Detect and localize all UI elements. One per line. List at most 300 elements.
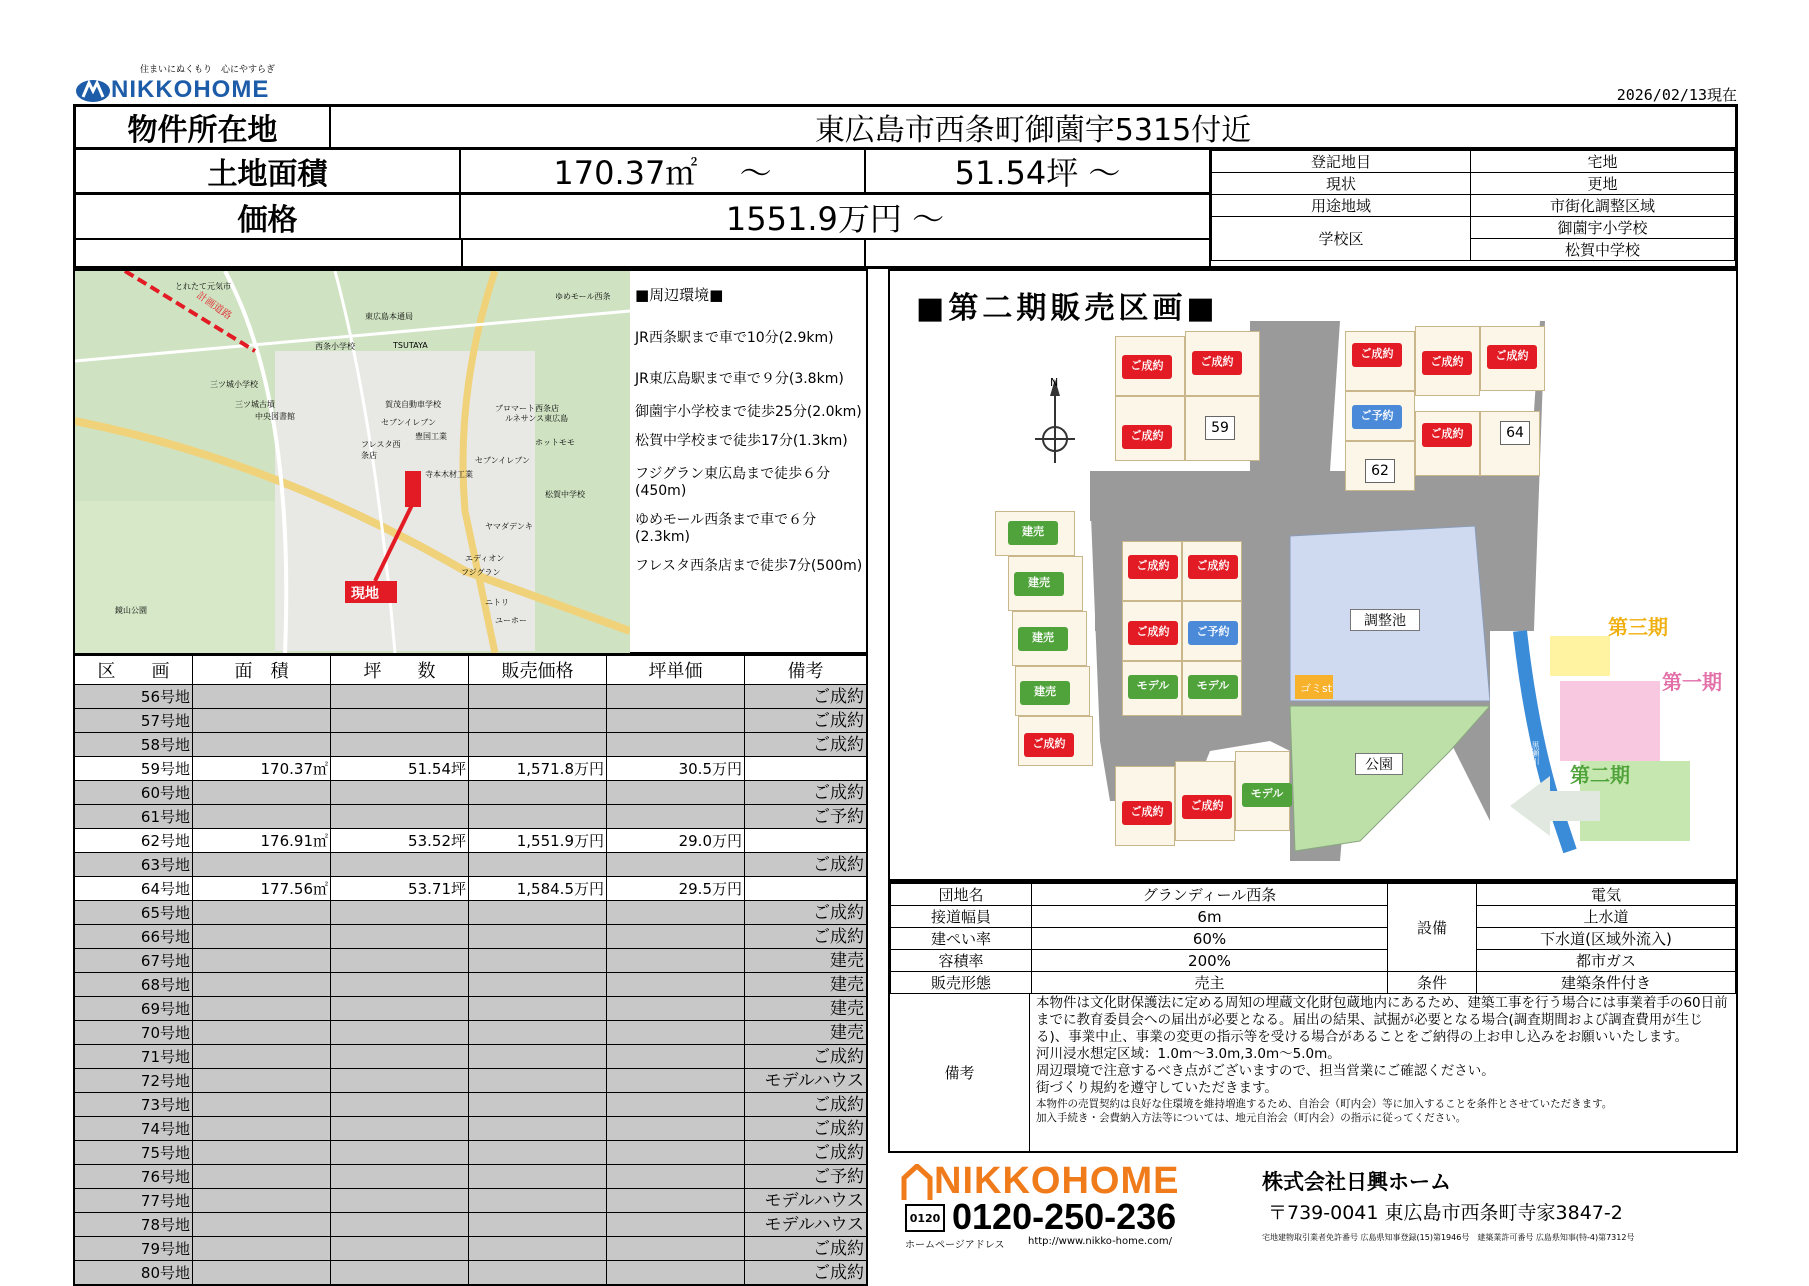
note-cell: ご成約 — [745, 733, 868, 757]
map-place: フレスタ西条店 — [361, 440, 401, 460]
price-cell — [469, 997, 607, 1021]
area-cell — [193, 1141, 331, 1165]
lot-status-tag: 建売 — [1008, 521, 1058, 545]
lot-cell: 78号地 — [74, 1213, 193, 1237]
lot-header: 面 積 — [193, 655, 331, 685]
map-place: エディオン — [465, 554, 505, 563]
spec-label: 販売形態 — [891, 972, 1032, 994]
land-info-value: 更地 — [1471, 173, 1735, 195]
area-cell — [193, 1165, 331, 1189]
price-cell — [469, 1189, 607, 1213]
lot-cell: 69号地 — [74, 997, 193, 1021]
park-label: 公園 — [1355, 753, 1403, 775]
lot-row — [74, 1069, 867, 1093]
garbage-label: ゴミst — [1300, 682, 1333, 695]
tsubo-cell — [331, 1117, 469, 1141]
land-info-value: 宅地 — [1471, 151, 1735, 173]
note-cell: 建売 — [745, 973, 868, 997]
lot-row — [74, 1141, 867, 1165]
lot-status-tag: ご成約 — [1128, 621, 1178, 645]
lot-cell: 79号地 — [74, 1237, 193, 1261]
tsubo-cell — [331, 1069, 469, 1093]
spec-value: グランディール西条 — [1032, 884, 1388, 906]
tsubo-cell — [331, 925, 469, 949]
tsubo-cell — [331, 853, 469, 877]
unit-cell — [607, 973, 745, 997]
lot-header: 備考 — [745, 655, 868, 685]
price-value: 1551.9万円 ～ — [461, 195, 1211, 240]
note-cell: 建売 — [745, 997, 868, 1021]
note-cell: ご成約 — [745, 709, 868, 733]
logo-mark-icon — [75, 77, 111, 103]
map-place: 三ツ城古墳 — [235, 400, 275, 409]
remark-small: 本物件の売買契約は良好な住環境を維持増進するため、自治会（町内会）等に加入することを条件とさせていただきます。 — [1036, 1098, 1613, 1110]
lot-status-tag: 建売 — [1018, 627, 1068, 651]
area-cell — [193, 901, 331, 925]
phase2-label: 第二期 — [1570, 763, 1630, 787]
facilities-label: 設備 — [1388, 884, 1477, 972]
summary-block — [73, 104, 1738, 269]
footer-license: 宅地建物取引業者免許番号 広島県知事登録(15)第1946号 建築業許可番号 広島県知事(特-4)第7312号 — [1262, 1233, 1635, 1242]
price-cell — [469, 1021, 607, 1045]
lot-cell: 68号地 — [74, 973, 193, 997]
unit-cell — [607, 997, 745, 1021]
area-tsubo: 51.54坪 ～ — [866, 150, 1211, 195]
area-cell — [193, 781, 331, 805]
map-place: 豊国工業 — [415, 432, 447, 441]
area-cell: 177.56㎡ — [193, 877, 331, 901]
price-cell — [469, 1213, 607, 1237]
unit-cell — [607, 781, 745, 805]
lot-status-tag: モデル — [1128, 675, 1178, 699]
tsubo-cell — [331, 997, 469, 1021]
price-cell — [469, 853, 607, 877]
unit-cell — [607, 805, 745, 829]
lot-status-tag: モデル — [1188, 675, 1238, 699]
unit-cell — [607, 1069, 745, 1093]
price-cell — [469, 1117, 607, 1141]
school-elementary: 御薗宇小学校 — [1471, 217, 1735, 239]
environment-panel — [635, 287, 865, 587]
lot-row — [74, 829, 867, 853]
unit-cell — [607, 949, 745, 973]
area-cell — [193, 733, 331, 757]
lot-row — [74, 997, 867, 1021]
unit-cell — [607, 1189, 745, 1213]
land-info-table — [1211, 150, 1735, 261]
summary-empty-mid — [461, 240, 866, 266]
land-info-value: 市街化調整区域 — [1471, 195, 1735, 217]
remark-small: 加入手続き・会費納入方法等については、地元自治会（町内会）の指示に従ってください。 — [1036, 1112, 1467, 1124]
lot-row — [74, 1237, 867, 1261]
tsubo-cell — [331, 1165, 469, 1189]
lot-table — [73, 654, 868, 1286]
phase1-label: 第一期 — [1662, 670, 1722, 694]
map-place: ユーホー — [495, 616, 527, 625]
lot-status-tag: ご成約 — [1192, 351, 1242, 375]
lot-cell: 73号地 — [74, 1093, 193, 1117]
note-cell: ご成約 — [745, 853, 868, 877]
note-cell: ご成約 — [745, 901, 868, 925]
lot-cell: 60号地 — [74, 781, 193, 805]
environment-item: 松賀中学校まで徒歩17分(1.3km) — [635, 433, 848, 449]
lot-row — [74, 949, 867, 973]
lot-header: 坪単価 — [607, 655, 745, 685]
spec-value: 売主 — [1032, 972, 1388, 994]
map-place: ルネサンス東広島 — [505, 414, 569, 423]
lot-cell: 70号地 — [74, 1021, 193, 1045]
condition-label: 条件 — [1388, 972, 1477, 994]
lot-row — [74, 1117, 867, 1141]
price-cell: 1,571.8万円 — [469, 757, 607, 781]
area-cell: 170.37㎡ — [193, 757, 331, 781]
unit-cell — [607, 733, 745, 757]
location-value: 東広島市西条町御薗宇5315付近 — [331, 107, 1735, 150]
unit-cell: 29.5万円 — [607, 877, 745, 901]
school-label: 学校区 — [1212, 217, 1471, 261]
remark-line: 河川浸水想定区域：1.0m～3.0m,3.0m～5.0m。 — [1036, 1046, 1341, 1062]
freedial-icon: 0120 — [905, 1204, 945, 1232]
map-place: 中央図書館 — [255, 412, 295, 421]
unit-cell — [607, 1141, 745, 1165]
phase3-label: 第三期 — [1608, 615, 1668, 639]
price-cell — [469, 925, 607, 949]
footer-url[interactable]: http://www.nikko-home.com/ — [1028, 1236, 1172, 1247]
header-date: 2026/02/13現在 — [1616, 86, 1737, 104]
map-place: ヤマダデンキ — [485, 522, 533, 531]
site-plan — [888, 269, 1738, 881]
lot-status-tag: ご成約 — [1122, 425, 1172, 449]
area-cell — [193, 1069, 331, 1093]
lot-row — [74, 1021, 867, 1045]
footer-company: 株式会社日興ホーム — [1262, 1170, 1451, 1194]
note-cell: ご成約 — [745, 1045, 868, 1069]
price-cell — [469, 973, 607, 997]
note-cell: ご成約 — [745, 1261, 868, 1286]
lot-cell: 71号地 — [74, 1045, 193, 1069]
lot-row — [74, 709, 867, 733]
lot-row — [74, 1165, 867, 1189]
lot-row — [74, 973, 867, 997]
price-cell — [469, 1045, 607, 1069]
condition-value: 建築条件付き — [1477, 972, 1736, 994]
tsubo-cell — [331, 1141, 469, 1165]
map-place: ゆめモール西条 — [555, 292, 611, 301]
unit-cell — [607, 709, 745, 733]
environment-item: 御薗宇小学校まで徒歩25分(2.0km) — [635, 404, 862, 420]
map-place: 西条小学校 — [315, 342, 355, 351]
lot-status-tag: ご成約 — [1422, 351, 1472, 375]
lot-cell: 62号地 — [74, 829, 193, 853]
environment-item: フレスタ西条店まで徒歩7分(500m) — [635, 558, 863, 574]
unit-cell — [607, 1213, 745, 1237]
environment-item: ゆめモール西条まで車で６分(2.3km) — [635, 512, 817, 545]
lot-cell: 59号地 — [74, 757, 193, 781]
lot-status-tag: ご成約 — [1128, 555, 1178, 579]
lot-row — [74, 901, 867, 925]
lot-status-tag: 建売 — [1014, 572, 1064, 596]
unit-cell — [607, 685, 745, 709]
tsubo-cell — [331, 805, 469, 829]
tsubo-cell — [331, 973, 469, 997]
area-cell — [193, 805, 331, 829]
tsubo-cell: 53.52坪 — [331, 829, 469, 853]
school-junior: 松賀中学校 — [1471, 239, 1735, 261]
header-slogan: 住まいにぬくもり 心にやすらぎ — [140, 65, 276, 75]
spec-label: 容積率 — [891, 950, 1032, 972]
tsubo-cell — [331, 1237, 469, 1261]
lot-number-label: 64 — [1500, 421, 1530, 445]
lot-header: 区 画 — [74, 655, 193, 685]
lot-status-tag: ご成約 — [1024, 733, 1074, 757]
note-cell: 建売 — [745, 949, 868, 973]
spec-label: 接道幅員 — [891, 906, 1032, 928]
lot-status-tag: ご成約 — [1182, 795, 1232, 819]
lot-number-label: 59 — [1205, 416, 1235, 440]
land-info-label: 現状 — [1212, 173, 1471, 195]
footer-logo-mark-icon — [900, 1164, 934, 1200]
footer-phone[interactable]: 0120-250-236 — [952, 1196, 1177, 1237]
area-cell — [193, 1213, 331, 1237]
land-info-label: 用途地域 — [1212, 195, 1471, 217]
note-cell: ご成約 — [745, 925, 868, 949]
note-cell: 建売 — [745, 1021, 868, 1045]
unit-cell: 30.5万円 — [607, 757, 745, 781]
lot-header: 坪 数 — [331, 655, 469, 685]
lot-cell: 58号地 — [74, 733, 193, 757]
note-cell: ご成約 — [745, 1117, 868, 1141]
spec-label: 建ぺい率 — [891, 928, 1032, 950]
map-place: TSUTAYA — [393, 341, 428, 350]
spec-value: 200% — [1032, 950, 1388, 972]
map-place: セブンイレブン — [475, 456, 530, 465]
facility-item: 都市ガス — [1477, 950, 1736, 972]
remarks-label: 備考 — [890, 993, 1030, 1151]
area-cell — [193, 925, 331, 949]
price-cell — [469, 1261, 607, 1286]
unit-cell — [607, 1045, 745, 1069]
unit-cell — [607, 1261, 745, 1286]
land-info-label: 登記地目 — [1212, 151, 1471, 173]
map-place: 寺本木材工業 — [425, 470, 473, 479]
price-cell — [469, 805, 607, 829]
lot-row — [74, 805, 867, 829]
environment-item: JR西条駅まで車で10分(2.9km) — [635, 330, 834, 346]
lot-cell: 67号地 — [74, 949, 193, 973]
footer-logo-text: NIKKOHOME — [934, 1160, 1180, 1202]
note-cell: ご成約 — [745, 1093, 868, 1117]
lot-status-tag: ご成約 — [1188, 555, 1238, 579]
price-cell: 1,551.9万円 — [469, 829, 607, 853]
lot-status-tag: ご成約 — [1422, 423, 1472, 447]
lot-status-tag: ご予約 — [1188, 621, 1238, 645]
map-place: ブロマート西条店 — [495, 404, 559, 413]
tsubo-cell — [331, 781, 469, 805]
lot-status-tag: ご成約 — [1352, 343, 1402, 367]
lot-row — [74, 1045, 867, 1069]
map-place: 鏡山公園 — [115, 606, 147, 615]
lot-row — [74, 757, 867, 781]
lot-row — [74, 877, 867, 901]
lot-row — [74, 853, 867, 877]
lot-status-tag: ご成約 — [1122, 801, 1172, 825]
lot-cell: 74号地 — [74, 1117, 193, 1141]
river-label: 黒瀬川 — [1531, 741, 1540, 765]
note-cell: ご予約 — [745, 1165, 868, 1189]
price-cell — [469, 733, 607, 757]
unit-cell — [607, 901, 745, 925]
note-cell: ご予約 — [745, 805, 868, 829]
price-cell — [469, 1093, 607, 1117]
lot-cell: 65号地 — [74, 901, 193, 925]
lot-row — [74, 685, 867, 709]
unit-cell — [607, 1021, 745, 1045]
remark-line: 街づくり規約を遵守していただきます。 — [1036, 1080, 1278, 1096]
area-cell — [193, 997, 331, 1021]
area-cell — [193, 949, 331, 973]
price-cell — [469, 1141, 607, 1165]
tsubo-cell — [331, 733, 469, 757]
map-place: 賀茂自動車学校 — [385, 400, 441, 409]
pond-label: 調整池 — [1350, 609, 1420, 631]
unit-cell — [607, 925, 745, 949]
area-map — [73, 269, 868, 654]
lot-cell: 64号地 — [74, 877, 193, 901]
lot-row — [74, 1189, 867, 1213]
lot-row — [74, 1213, 867, 1237]
facility-item: 電気 — [1477, 884, 1736, 906]
lot-status-tag: ご成約 — [1122, 355, 1172, 379]
tsubo-cell — [331, 1021, 469, 1045]
lot-cell: 63号地 — [74, 853, 193, 877]
tsubo-cell — [331, 901, 469, 925]
map-place: 東広島本通局 — [365, 312, 413, 321]
area-cell — [193, 1237, 331, 1261]
tsubo-cell: 51.54坪 — [331, 757, 469, 781]
map-place: 松賀中学校 — [545, 490, 585, 499]
unit-cell — [607, 1237, 745, 1261]
price-cell — [469, 1069, 607, 1093]
environment-title: ■周辺環境■ — [635, 286, 724, 304]
price-cell — [469, 781, 607, 805]
note-cell: ご成約 — [745, 685, 868, 709]
lot-status-tag: モデル — [1242, 783, 1292, 807]
tsubo-cell — [331, 1189, 469, 1213]
unit-cell — [607, 853, 745, 877]
header-logo-text: NIKKOHOME — [111, 76, 270, 103]
lot-cell: 75号地 — [74, 1141, 193, 1165]
map-place: とれたて元気市 — [175, 282, 231, 291]
price-cell — [469, 709, 607, 733]
unit-cell — [607, 1117, 745, 1141]
price-cell — [469, 685, 607, 709]
lot-cell: 57号地 — [74, 709, 193, 733]
footer-address: 〒739-0041 東広島市西条町寺家3847-2 — [1268, 1202, 1623, 1224]
facility-item: 上水道 — [1477, 906, 1736, 928]
tsubo-cell — [331, 709, 469, 733]
tsubo-cell — [331, 1045, 469, 1069]
remark-line: 周辺環境で注意するべき点がございますので、担当営業にご確認ください。 — [1036, 1063, 1495, 1079]
map-current-label: 現地 — [351, 586, 379, 602]
area-label: 土地面積 — [76, 150, 461, 195]
unit-cell: 29.0万円 — [607, 829, 745, 853]
area-cell — [193, 973, 331, 997]
map-place: ホットモモ — [535, 438, 575, 447]
facility-item: 下水道(区域外流入) — [1477, 928, 1736, 950]
note-cell: ご成約 — [745, 1237, 868, 1261]
area-cell — [193, 1021, 331, 1045]
note-cell: ご成約 — [745, 1141, 868, 1165]
lot-cell: 77号地 — [74, 1189, 193, 1213]
environment-item: フジグラン東広島まで徒歩６分(450m) — [635, 466, 831, 499]
tsubo-cell — [331, 949, 469, 973]
specs-block — [888, 881, 1738, 1153]
lot-cell: 61号地 — [74, 805, 193, 829]
location-label: 物件所在地 — [76, 107, 331, 150]
unit-cell — [607, 1093, 745, 1117]
header-logo — [75, 76, 269, 104]
lot-status-tag: ご予約 — [1352, 405, 1402, 429]
price-cell — [469, 901, 607, 925]
note-cell: モデルハウス — [745, 1213, 868, 1237]
note-cell: モデルハウス — [745, 1189, 868, 1213]
remarks-text — [1036, 995, 1730, 1125]
area-cell — [193, 1093, 331, 1117]
lot-header: 販売価格 — [469, 655, 607, 685]
area-cell — [193, 1261, 331, 1286]
environment-item: JR東広島駅まで車で９分(3.8km) — [635, 371, 844, 387]
lot-row — [74, 925, 867, 949]
north-label: N — [1050, 376, 1059, 389]
map-place: ニトリ — [485, 598, 509, 607]
area-cell — [193, 1117, 331, 1141]
lot-row — [74, 781, 867, 805]
tsubo-cell: 53.71坪 — [331, 877, 469, 901]
map-road-label: 計画道路 — [194, 290, 234, 323]
tsubo-cell — [331, 1261, 469, 1286]
specs-table — [890, 883, 1736, 994]
price-cell — [469, 1237, 607, 1261]
unit-cell — [607, 1165, 745, 1189]
lot-row — [74, 1261, 867, 1286]
map-place: 三ツ城小学校 — [210, 380, 258, 389]
lot-cell: 66号地 — [74, 925, 193, 949]
lot-row — [74, 1093, 867, 1117]
area-cell — [193, 1189, 331, 1213]
spec-label: 団地名 — [891, 884, 1032, 906]
note-cell: ご成約 — [745, 781, 868, 805]
note-cell — [745, 829, 868, 853]
tsubo-cell — [331, 685, 469, 709]
spec-value: 60% — [1032, 928, 1388, 950]
lot-status-tag: ご成約 — [1487, 345, 1537, 369]
price-cell — [469, 949, 607, 973]
map-place: フジグラン — [461, 568, 501, 577]
lot-cell: 56号地 — [74, 685, 193, 709]
lot-cell: 72号地 — [74, 1069, 193, 1093]
area-cell — [193, 709, 331, 733]
area-cell — [193, 853, 331, 877]
tsubo-cell — [331, 1213, 469, 1237]
map-place: セブンイレブン — [381, 418, 436, 427]
price-label: 価格 — [76, 195, 461, 240]
price-cell: 1,584.5万円 — [469, 877, 607, 901]
footer-hp-label: ホームページアドレス — [905, 1240, 1005, 1251]
lot-number-label: 62 — [1365, 459, 1395, 483]
tsubo-cell — [331, 1093, 469, 1117]
spec-value: 6m — [1032, 906, 1388, 928]
site-plan-title: ■第二期販売区画■ — [916, 291, 1219, 326]
